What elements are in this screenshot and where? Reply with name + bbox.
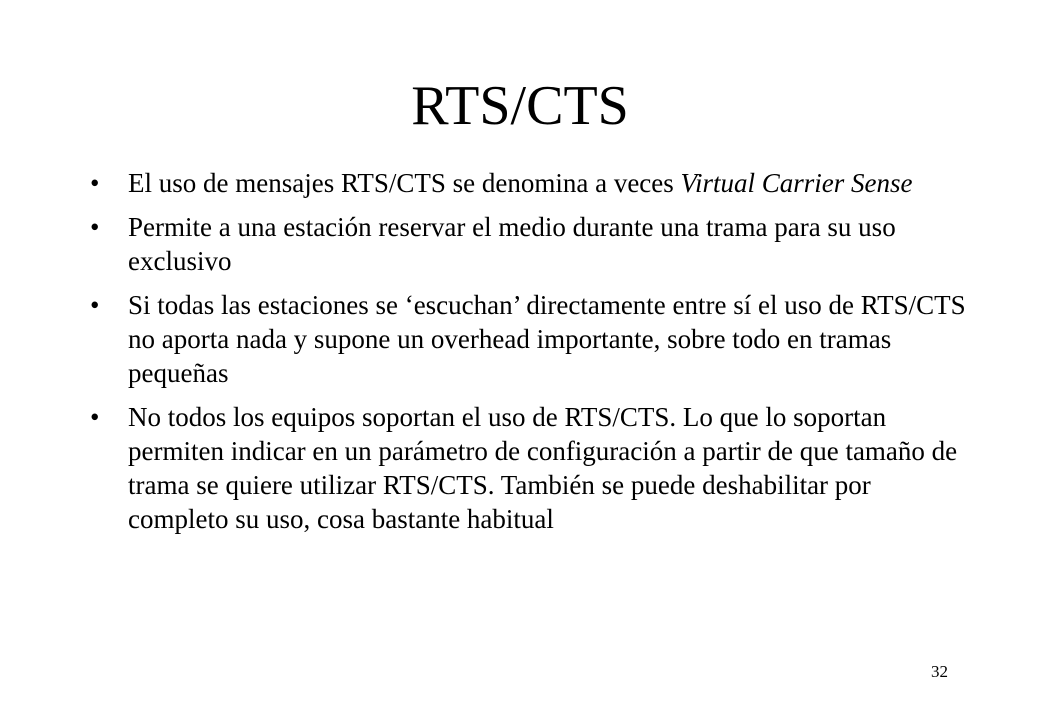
bullet-item	[90, 166, 970, 200]
bullet-text: El uso de mensajes RTS/CTS se denomina a veces	[128, 168, 681, 198]
bullet-item	[90, 400, 970, 536]
bullet-dot-icon: •	[90, 168, 100, 198]
bullet-dot-icon: •	[90, 212, 100, 242]
bullet-dot-icon: •	[90, 402, 100, 432]
page-number: 32	[931, 662, 948, 681]
bullet-list	[90, 166, 970, 546]
bullet-text: Permite a una estación reservar el medio durante una trama para su uso exclusivo	[128, 212, 896, 276]
bullet-italic-text: Virtual Carrier Sense	[680, 168, 913, 198]
bullet-item	[90, 210, 970, 278]
bullet-text: No todos los equipos soportan el uso de RTS/CTS. Lo que lo soportan permiten indicar en un parámetro de configuración a partir de que tamaño de trama se quiere utilizar RTS/CTS. También se puede deshabilitar por completo su uso, cosa bastante habitual	[128, 402, 958, 534]
bullet-text: Si todas las estaciones se ‘escuchan’ directamente entre sí el uso de RTS/CTS no aporta nada y supone un overhead importante, sobre todo en tramas pequeñas	[128, 290, 966, 388]
slide-title: RTS/CTS	[411, 75, 629, 137]
bullet-dot-icon: •	[90, 290, 100, 320]
bullet-item	[90, 288, 970, 390]
